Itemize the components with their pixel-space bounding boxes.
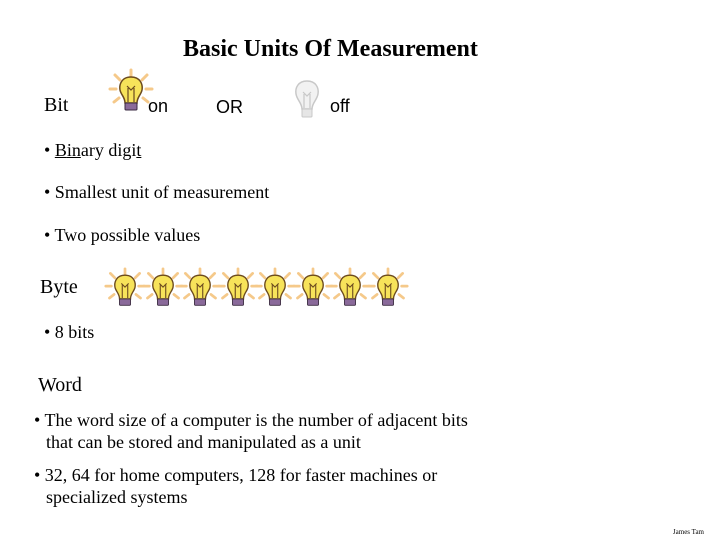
bit-heading: Bit	[44, 94, 69, 116]
on-label: on	[148, 96, 169, 116]
lightbulb-on-icon	[292, 264, 334, 312]
lightbulb-on-icon	[179, 264, 221, 312]
lightbulb-on-icon	[217, 264, 259, 312]
sizes-line-2: specialized systems	[46, 487, 188, 507]
binary-digit-ary: ary digi	[80, 140, 137, 160]
or-label: OR	[216, 97, 243, 117]
lightbulb-on-icon	[329, 264, 371, 312]
lightbulb-on-icon	[254, 264, 296, 312]
off-label: off	[330, 96, 350, 116]
word-heading: Word	[38, 374, 82, 396]
lightbulb-off-icon	[287, 78, 327, 122]
binary-digit-in: in	[66, 140, 81, 160]
word-size-line-1: • The word size of a computer is the number of adjacent bits	[34, 410, 468, 430]
author-footer: James Tam	[672, 528, 704, 536]
lightbulb-on-icon	[142, 264, 184, 312]
binary-digit-bullet: • Binary digit	[44, 140, 142, 160]
binary-digit-b: B	[54, 140, 67, 160]
byte-heading: Byte	[40, 276, 78, 298]
lightbulb-on-icon	[104, 264, 146, 312]
eight-bits-bullet: • 8 bits	[44, 322, 95, 342]
smallest-unit-bullet: • Smallest unit of measurement	[44, 182, 270, 202]
word-size-line-2: that can be stored and manipulated as a unit	[46, 432, 361, 452]
sizes-line-1: • 32, 64 for home computers, 128 for faster machines or	[34, 465, 438, 485]
lightbulb-on-icon	[367, 264, 409, 312]
two-values-bullet: • Two possible values	[44, 225, 201, 245]
binary-digit-t: t	[136, 140, 142, 160]
